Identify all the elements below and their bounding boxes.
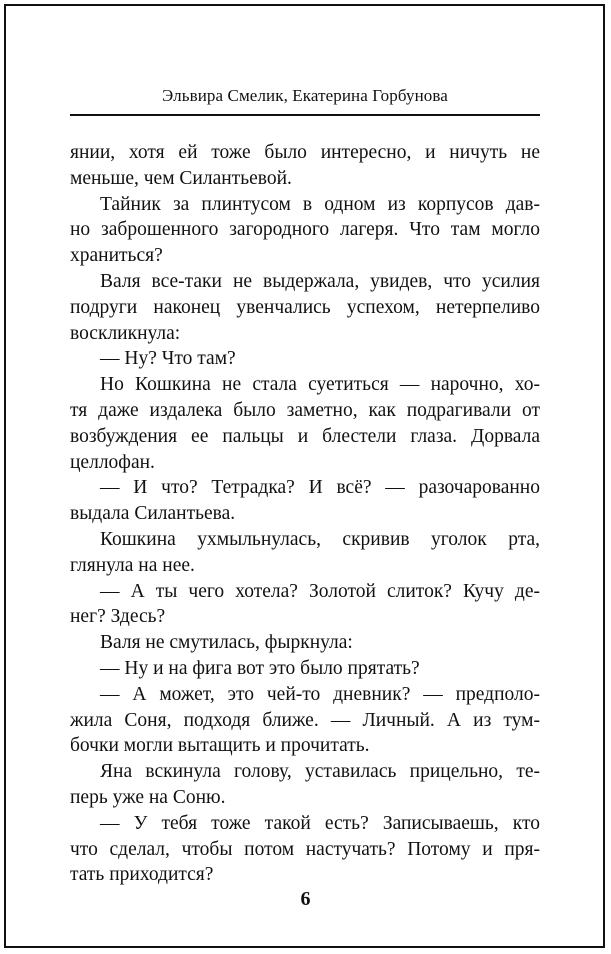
text-line: перь уже на Соню. [70, 786, 226, 808]
text-line: Кошкина ухмыльнулась, скривив уголок рта, [100, 528, 540, 550]
text-line: — Ну? Что там? [100, 348, 236, 370]
text-line: целлофан. [70, 451, 155, 473]
text-line: что сделал, чтобы потом настучать? Потому и пря- [70, 838, 540, 860]
text-line: меньше, чем Силантьевой. [70, 167, 292, 189]
text-line: — У тебя тоже такой есть? Записываешь, кто [100, 812, 540, 834]
text-line: подруги наконец увенчались успехом, нетерпеливо [70, 296, 540, 318]
text-line: Валя все-таки не выдержала, увидев, что усилия [100, 270, 540, 292]
text-line: Но Кошкина не стала суетиться — нарочно, хо- [100, 374, 540, 396]
text-line: но заброшенного загородного лагеря. Что там могло [70, 219, 540, 241]
text-line: глянула на нее. [70, 554, 195, 576]
text-line: воскликнула: [70, 322, 181, 344]
header-rule [70, 114, 540, 116]
text-line: — А ты чего хотела? Золотой слиток? Кучу де- [100, 580, 540, 602]
text-line: — А может, это чей-то дневник? — предполо- [100, 683, 540, 705]
body-text [70, 140, 540, 888]
running-head: Эльвира Смелик, Екатерина Горбунова [162, 86, 448, 105]
text-line: янии, хотя ей тоже было интересно, и ничуть не [70, 142, 540, 163]
text-line: жила Соня, подходя ближе. — Личный. А из тум- [70, 709, 540, 731]
text-line: тать приходится? [70, 864, 214, 886]
text-line: Тайник за плинтусом в одном из корпусов дав- [100, 193, 540, 215]
text-line: нег? Здесь? [70, 606, 166, 628]
text-line: — И что? Тетрадка? И всё? — разочарованно [100, 477, 540, 499]
text-line: — Ну и на фига вот это было прятать? [100, 657, 420, 679]
text-line: Валя не смутилась, фыркнула: [100, 632, 353, 654]
text-line: тя даже издалека было заметно, как подрагивали от [70, 399, 540, 421]
text-line: бочки могли вытащить и прочитать. [70, 735, 370, 757]
page-number: 6 [300, 888, 311, 910]
text-line: выдала Силантьева. [70, 503, 236, 525]
text-line: Яна вскинула голову, уставилась прицельно, те- [100, 761, 540, 783]
text-line: возбуждения ее пальцы и блестели глаза. Дорвала [70, 425, 540, 447]
text-line: храниться? [70, 245, 163, 267]
